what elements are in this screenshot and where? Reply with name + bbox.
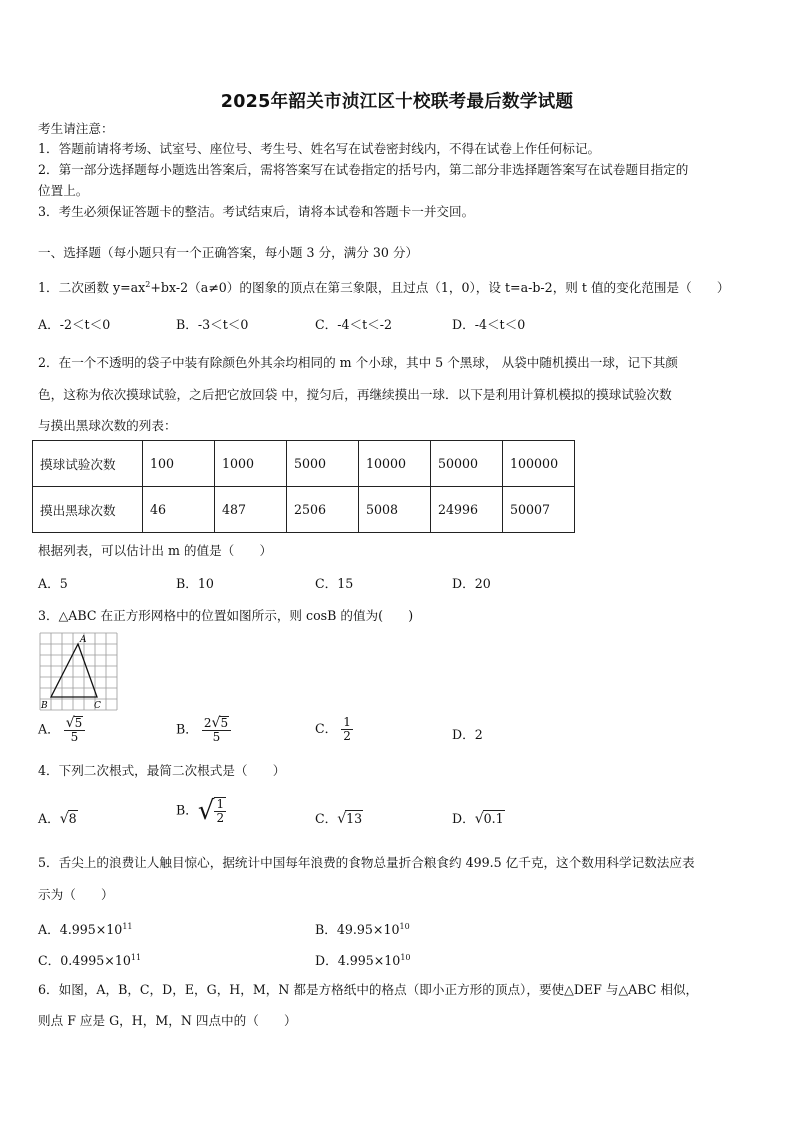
q2-option-a: A．5 xyxy=(38,576,68,591)
question-1-stem xyxy=(38,277,729,296)
q5-b-exponent: 10 xyxy=(399,922,410,931)
q4-option-d: D．√0.1 xyxy=(452,811,504,827)
q4-b-denominator: 2 xyxy=(216,811,225,825)
q5-option-c xyxy=(38,950,141,969)
q3-option-d: D．2 xyxy=(452,727,483,742)
q3-b-denominator: 5 xyxy=(212,730,221,744)
table-cell: 摸出黑球次数 xyxy=(33,487,143,533)
vertex-label-b: B xyxy=(41,701,48,711)
question-6-line-2: 则点 F 应是 G，H，M，N 四点中的（ ） xyxy=(38,1013,297,1028)
table-cell: 50000 xyxy=(431,441,503,487)
q4-option-b: B．√ $\frac{1}{2}$ xyxy=(176,796,225,826)
q4-option-a: A．√8 xyxy=(38,811,77,827)
question-2-ask: 根据列表，可以估计出 m 的值是（ ） xyxy=(38,543,273,558)
q5-option-d xyxy=(315,950,411,969)
q4-a-label: A． xyxy=(38,811,60,826)
q3-b-label: B． xyxy=(176,721,198,737)
table-cell: 1000 xyxy=(215,441,287,487)
question-5-line-2: 示为（ ） xyxy=(38,887,114,902)
notice-item-3: 3．考生必须保证答题卡的整洁。考试结束后，请将本试卷和答题卡一并交回。 xyxy=(38,204,475,219)
q1-option-b: B．-3＜t＜0 xyxy=(176,317,249,332)
table-cell: 5008 xyxy=(359,487,431,533)
q5-c-base: C．0.4995×10 xyxy=(38,953,131,969)
q3-c-numerator: 1 xyxy=(343,715,351,729)
question-3-stem: 3．△ABC 在正方形网格中的位置如图所示，则 cosB 的值为( ) xyxy=(38,608,414,623)
table-cell: 5000 xyxy=(287,441,359,487)
vertex-label-a: A xyxy=(80,635,87,645)
fraction: $\frac{2√5}{5}$ xyxy=(202,716,231,744)
table-cell: 24996 xyxy=(431,487,503,533)
notice-heading: 考生请注意： xyxy=(38,121,114,136)
q5-d-exponent: 10 xyxy=(400,953,411,962)
q3-option-b xyxy=(176,716,231,744)
vertex-label-c: C xyxy=(94,701,101,711)
q4-d-label: D． xyxy=(452,811,475,826)
q5-a-base: A．4.995×10 xyxy=(38,922,123,938)
notice-item-2: 2．第一部分选择题每小题选出答案后，需将答案写在试卷指定的括号内，第二部分非选择题答案写在试卷题目指定的 xyxy=(38,162,689,177)
table-cell: 100 xyxy=(143,441,215,487)
question-2-line-3: 与摸出黑球次数的列表： xyxy=(38,418,177,433)
table-cell: 100000 xyxy=(503,441,575,487)
q5-b-base: B．49.95×10 xyxy=(315,922,400,938)
fraction: $\frac{√5}{5}$ xyxy=(64,716,86,744)
q4-c-label: C． xyxy=(315,811,338,826)
q2-option-d: D．20 xyxy=(452,576,491,591)
q5-c-exponent: 11 xyxy=(130,953,142,962)
q5-option-b xyxy=(315,919,410,938)
question-6-line-1: 6．如图，A，B，C，D，E，G，H，M，N 都是方格纸中的格点（即小正方形的顶点），要使△DEF 与△ABC 相似， xyxy=(38,982,699,997)
table-cell: 50007 xyxy=(503,487,575,533)
trial-table xyxy=(32,440,575,533)
fraction xyxy=(341,716,353,743)
q3-a-numerator: 5 xyxy=(74,716,83,730)
q3-option-a xyxy=(38,716,85,744)
q3-a-denominator: 5 xyxy=(70,730,79,744)
table-row xyxy=(33,441,575,487)
q5-d-base: D．4.995×10 xyxy=(315,953,401,969)
notice-item-1: 1．答题前请将考场、试室号、座位号、考生号、姓名写在试卷密封线内，不得在试卷上作任何标记。 xyxy=(38,141,601,156)
page-title: 2025年韶关市浈江区十校联考最后数学试题 xyxy=(220,92,574,112)
table-cell: 10000 xyxy=(359,441,431,487)
q3-option-c xyxy=(315,716,353,743)
q1-superscript: 2 xyxy=(145,280,151,289)
q5-a-exponent: 11 xyxy=(122,922,133,931)
q5-option-a xyxy=(38,919,133,938)
section-heading: 一、选择题（每小题只有一个正确答案，每小题 3 分，满分 30 分） xyxy=(38,245,419,260)
triangle-grid-figure xyxy=(38,630,120,712)
q4-a-value: 8 xyxy=(68,811,77,826)
notice-item-2-cont: 位置上。 xyxy=(38,183,89,198)
q1-stem-post: +bx-2（a≠0）的图象的顶点在第三象限，且过点（1，0），设 t=a-b-2，则 t 值的变化范围是（ ） xyxy=(150,280,730,296)
table-cell: 487 xyxy=(215,487,287,533)
q1-option-d: D．-4＜t＜0 xyxy=(452,317,526,332)
q4-option-c: C．√13 xyxy=(315,811,363,827)
q3-c-label: C． xyxy=(315,721,338,736)
question-2-line-2: 色，这称为依次摸球试验，之后把它放回袋 中，搅匀后，再继续摸出一球．以下是利用计算机模拟的摸球试验次数 xyxy=(38,387,672,402)
q4-d-value: 0.1 xyxy=(483,811,504,826)
q3-a-label: A． xyxy=(38,721,60,737)
q4-c-value: 13 xyxy=(346,811,363,826)
table-cell: 46 xyxy=(143,487,215,533)
q2-option-b: B．10 xyxy=(176,576,214,591)
table-cell: 摸球试验次数 xyxy=(33,441,143,487)
q3-c-denominator: 2 xyxy=(343,729,351,743)
q1-stem-pre: 1．二次函数 y=ax xyxy=(38,280,146,296)
q2-option-c: C．15 xyxy=(315,576,354,591)
q3-b-coef: 2 xyxy=(203,716,212,730)
q4-b-numerator: 1 xyxy=(216,797,225,811)
fraction xyxy=(214,797,226,825)
q1-option-a: A．-2＜t＜0 xyxy=(38,317,111,332)
q4-b-label: B． xyxy=(176,802,198,818)
table-row xyxy=(33,487,575,533)
q1-option-c: C．-4＜t＜-2 xyxy=(315,317,393,332)
q3-b-numerator: 5 xyxy=(220,716,229,730)
question-2-line-1: 2．在一个不透明的袋子中装有除颜色外其余均相同的 m 个小球，其中 5 个黑球， 从袋中随机摸出一球，记下其颜 xyxy=(38,355,678,370)
triangle-abc xyxy=(51,644,97,697)
table-cell: 2506 xyxy=(287,487,359,533)
question-4-stem: 4．下列二次根式，最简二次根式是（ ） xyxy=(38,763,286,778)
question-5-line-1: 5．舌尖上的浪费让人触目惊心，据统计中国每年浪费的食物总量折合粮食约 499.5 亿千克，这个数用科学记数法应表 xyxy=(38,855,695,870)
